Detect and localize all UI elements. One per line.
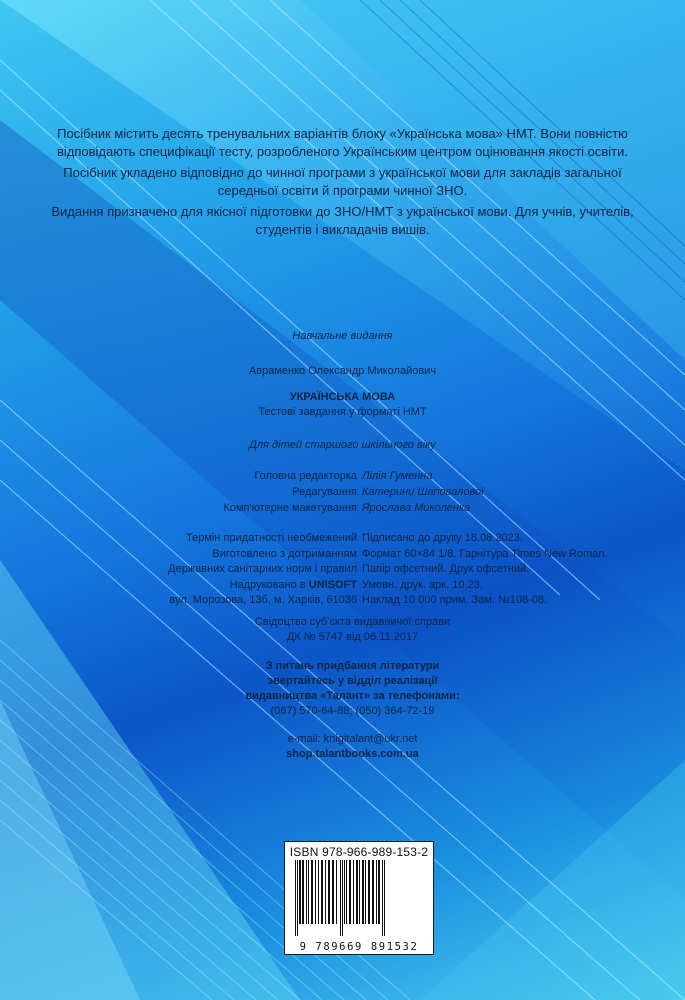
author-name: Авраменко Олександр Миколайович [248, 365, 437, 377]
printed-at-line [168, 578, 357, 594]
certificate-line-1: Свідоцтво суб'єкта видавничої справи [254, 616, 451, 628]
barcode-bar [349, 860, 351, 924]
printer-name: UNISOFT [308, 578, 357, 591]
book-subtitle: Тестові завдання у форматі НМТ [258, 406, 427, 418]
barcode-bar [376, 860, 377, 924]
barcode-bars [291, 860, 427, 936]
barcode-bar [299, 860, 301, 924]
barcode-bar [302, 860, 304, 924]
email-address: e-mail: knigitalant@ukr.net [287, 733, 418, 745]
barcode-bar [356, 860, 358, 924]
barcode-bar [365, 860, 366, 924]
barcode-bar [336, 860, 337, 924]
credit-name: Катерини Шаповалової [362, 486, 484, 498]
barcode-bar [308, 860, 309, 924]
barcode-bar [297, 860, 298, 936]
barcode-bar [328, 860, 330, 924]
format-line: Формат 60×84 1/8. Гарнітура Times New Roman. [362, 547, 608, 560]
shelf-life-line: Термін придатності необмежений [185, 532, 357, 544]
credit-role: Редагування [292, 486, 357, 498]
credit-row-layout [0, 501, 685, 517]
production-info-left [168, 531, 357, 609]
barcode-bar [378, 860, 380, 924]
description-paragraph-2: Посібник укладено відповідно до чинної програми з української мови для закладів загальної середньої освіти й програми чинної ЗНО. [63, 165, 622, 198]
barcode-bar [344, 860, 345, 924]
barcode-bar [315, 860, 316, 924]
contacts-line-1: З питань придбання літератури [265, 660, 440, 672]
contacts-line-2: звертайтесь у відділ реалізації [267, 675, 438, 687]
circulation-line: Наклад 10 000 прим. Зам. №108-08. [362, 594, 548, 606]
isbn-barcode [284, 841, 434, 955]
barcode-bar [359, 860, 360, 924]
book-title: УКРАЇНСЬКА МОВА [289, 391, 396, 403]
barcode-bar [384, 860, 385, 936]
barcode-bar [346, 860, 347, 924]
audience-note: Для дітей старшого шкільного віку [249, 439, 436, 451]
barcode-bar [306, 860, 307, 924]
credit-name: Лілія Гуменна [362, 470, 433, 482]
phone-numbers: (067) 570-64-88; (050) 364-72-19 [270, 705, 435, 717]
description-paragraph-3: Видання призначено для якісної підготовки до ЗНО/НМТ з української мови. Для учнів, учителів, студентів і викладачів вишів. [51, 204, 634, 237]
barcode-bar [332, 860, 334, 924]
paper-line: Папір офсетний. Друк офсетний. [362, 563, 530, 575]
certificate-line-2: ДК № 5747 від 06.11.2017 [286, 631, 419, 643]
credit-name: Ярослава Миколенка [362, 502, 471, 514]
barcode-bar [342, 860, 343, 936]
website-url: shop.talantbooks.com.ua [286, 748, 419, 760]
contacts-line-3: видавництва «Талант» за телефонами: [245, 690, 460, 702]
barcode-bar [318, 860, 319, 924]
sanitary-norms-line: Державних санітарних норм і правил [168, 563, 357, 575]
print-sheets-line: Умовн. друк. арк. 10,23. [362, 578, 483, 591]
production-info-right [362, 531, 608, 609]
barcode-bar [295, 860, 296, 936]
manufactured-line: Виготовлено з дотриманням [212, 547, 357, 560]
barcode-bar [321, 860, 323, 924]
barcode-bar [311, 860, 313, 924]
ean-digits: 9 789669 891532 [299, 941, 419, 953]
barcode-bar [325, 860, 326, 924]
description-paragraph-1: Посібник містить десять тренувальних варіантів блоку «Українська мова» НМТ. Вони повністю відповідають специфікації тесту, розробленого Українським центром оцінювання якості освіти. [56, 126, 629, 159]
barcode-bar [362, 860, 364, 924]
credit-row-editor [0, 469, 685, 485]
edition-type: Навчальне видання [292, 330, 393, 342]
signed-to-print-line: Підписано до друку 18.08.2023. [362, 532, 523, 544]
barcode-bar [368, 860, 370, 924]
credit-row-editing [0, 485, 685, 501]
printer-address-line: вул. Морозова, 13б, м. Харків, 61036 [169, 594, 357, 606]
barcode-bar [382, 860, 383, 936]
book-description [40, 125, 645, 242]
credit-role: Головна редакторка [254, 470, 357, 482]
barcode-bar [340, 860, 341, 936]
barcode-bar [353, 860, 354, 924]
credit-role: Комп'ютерне макетування [223, 502, 357, 514]
barcode-bar [372, 860, 374, 924]
printed-at-label: Надруковано в [229, 578, 306, 591]
isbn-number: ISBN 978-966-989-153-2 [289, 845, 429, 859]
